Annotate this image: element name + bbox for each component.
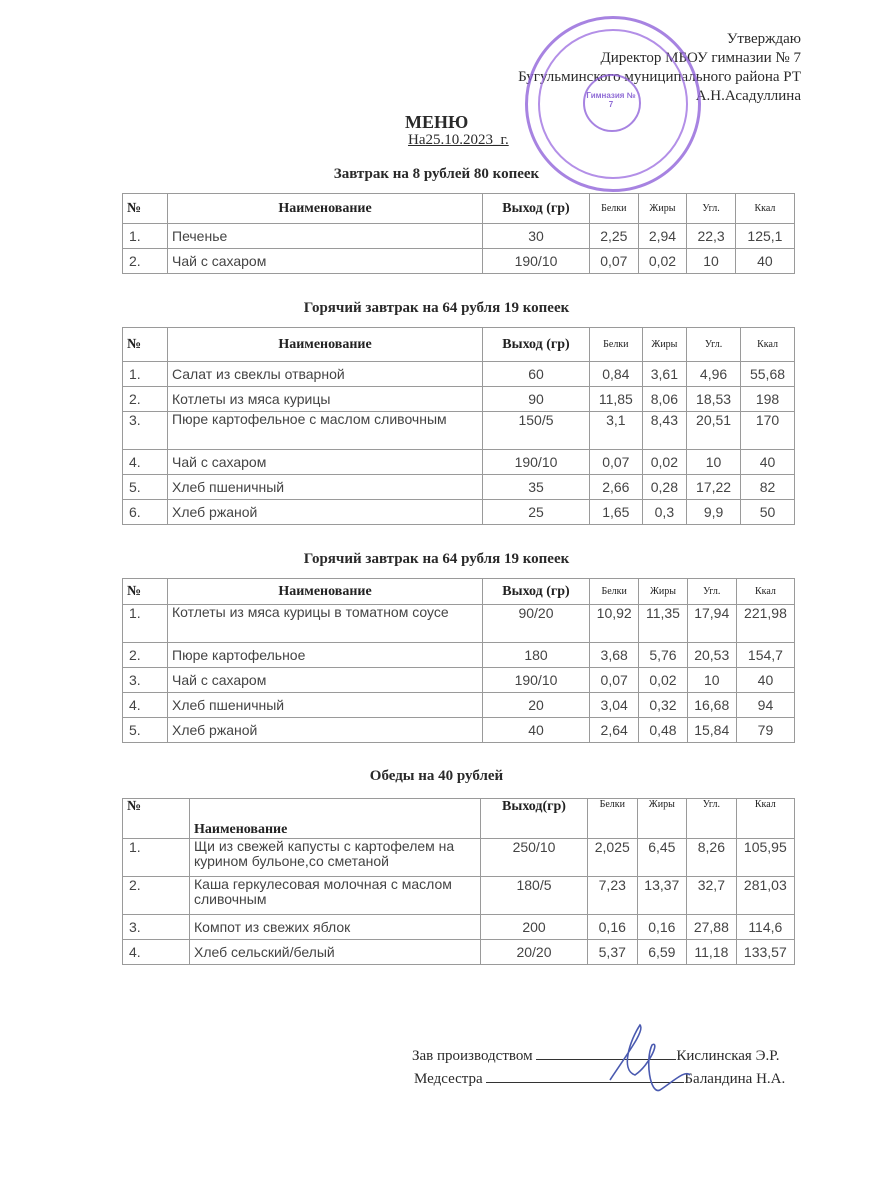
header-name: Наименование bbox=[168, 194, 483, 224]
cell-carbs: 10 bbox=[687, 450, 741, 475]
cell-fat: 3,61 bbox=[642, 362, 686, 387]
header-output: Выход (гр) bbox=[483, 194, 590, 224]
cell-num: 2. bbox=[123, 877, 190, 915]
cell-name: Котлеты из мяса курицы в томатном соусе bbox=[168, 605, 483, 643]
cell-num: 3. bbox=[123, 915, 190, 940]
table-row bbox=[123, 605, 795, 643]
cell-fat: 13,37 bbox=[637, 877, 687, 915]
cell-name: Чай с сахаром bbox=[168, 668, 483, 693]
header-f: Жиры bbox=[639, 579, 687, 605]
header-num: № bbox=[123, 579, 168, 605]
cell-fat: 0,02 bbox=[638, 249, 687, 274]
cell-name: Пюре картофельное с маслом сливочным bbox=[168, 412, 483, 450]
table-row bbox=[123, 475, 795, 500]
table-row bbox=[123, 249, 795, 274]
cell-carbs: 20,53 bbox=[687, 643, 736, 668]
header-c: Угл. bbox=[687, 328, 741, 362]
cell-kcal: 40 bbox=[741, 450, 795, 475]
table-row bbox=[123, 500, 795, 525]
cell-name: Хлеб сельский/белый bbox=[190, 940, 481, 965]
table-row bbox=[123, 387, 795, 412]
cell-protein: 2,25 bbox=[590, 224, 639, 249]
cell-fat: 8,43 bbox=[642, 412, 686, 450]
cell-kcal: 198 bbox=[741, 387, 795, 412]
cell-protein: 0,07 bbox=[590, 668, 639, 693]
menu-table bbox=[122, 193, 795, 274]
cell-kcal: 55,68 bbox=[741, 362, 795, 387]
cell-carbs: 10 bbox=[687, 249, 736, 274]
header-name: Наименование bbox=[168, 579, 483, 605]
cell-name: Компот из свежих яблок bbox=[190, 915, 481, 940]
cell-name: Хлеб пшеничный bbox=[168, 475, 483, 500]
menu-date: На25.10.2023_г. bbox=[408, 132, 509, 148]
cell-name: Хлеб пшеничный bbox=[168, 693, 483, 718]
table-row bbox=[123, 224, 795, 249]
table-header bbox=[123, 579, 795, 605]
cell-name: Хлеб ржаной bbox=[168, 718, 483, 743]
cell-kcal: 170 bbox=[741, 412, 795, 450]
cell-kcal: 221,98 bbox=[736, 605, 794, 643]
approval-line: Бугульминского муниципального района РТ bbox=[518, 69, 801, 85]
section-title: Завтрак на 8 рублей 80 копеек bbox=[333, 166, 540, 182]
cell-kcal: 133,57 bbox=[736, 940, 794, 965]
cell-fat: 6,45 bbox=[637, 839, 687, 877]
cell-name: Чай с сахаром bbox=[168, 450, 483, 475]
signature-name: Кислинская Э.Р. bbox=[676, 1048, 780, 1064]
cell-output: 25 bbox=[483, 500, 590, 525]
cell-protein: 0,16 bbox=[588, 915, 638, 940]
stamp-text: Гимназия № 7 bbox=[586, 91, 636, 109]
cell-protein: 10,92 bbox=[590, 605, 639, 643]
cell-name: Хлеб ржаной bbox=[168, 500, 483, 525]
cell-protein: 2,025 bbox=[588, 839, 638, 877]
table-header bbox=[123, 328, 795, 362]
cell-kcal: 125,1 bbox=[735, 224, 794, 249]
cell-carbs: 9,9 bbox=[687, 500, 741, 525]
header-f: Жиры bbox=[637, 799, 687, 839]
table-header bbox=[123, 799, 795, 839]
cell-protein: 2,64 bbox=[590, 718, 639, 743]
table-row bbox=[123, 450, 795, 475]
cell-kcal: 40 bbox=[735, 249, 794, 274]
header-num: № bbox=[123, 194, 168, 224]
cell-output: 20/20 bbox=[481, 940, 588, 965]
cell-output: 180/5 bbox=[481, 877, 588, 915]
cell-protein: 0,07 bbox=[590, 450, 643, 475]
signature-role: Медсестра bbox=[414, 1071, 483, 1087]
cell-name: Щи из свежей капусты с картофелем на курином бульоне,со сметаной bbox=[190, 839, 481, 877]
cell-carbs: 18,53 bbox=[687, 387, 741, 412]
cell-output: 180 bbox=[483, 643, 590, 668]
header-name: Наименование bbox=[168, 328, 483, 362]
header-output: Выход (гр) bbox=[483, 328, 590, 362]
cell-output: 200 bbox=[481, 915, 588, 940]
header-k: Ккал bbox=[741, 328, 795, 362]
cell-kcal: 154,7 bbox=[736, 643, 794, 668]
header-p: Белки bbox=[590, 328, 643, 362]
header-f: Жиры bbox=[642, 328, 686, 362]
cell-output: 60 bbox=[483, 362, 590, 387]
cell-kcal: 105,95 bbox=[736, 839, 794, 877]
cell-kcal: 50 bbox=[741, 500, 795, 525]
cell-protein: 0,07 bbox=[590, 249, 639, 274]
table-row bbox=[123, 718, 795, 743]
header-c: Угл. bbox=[687, 579, 736, 605]
cell-carbs: 17,22 bbox=[687, 475, 741, 500]
cell-num: 6. bbox=[123, 500, 168, 525]
cell-num: 3. bbox=[123, 668, 168, 693]
header-k: Ккал bbox=[735, 194, 794, 224]
signature-name: Баландина Н.А. bbox=[684, 1071, 786, 1087]
cell-protein: 1,65 bbox=[590, 500, 643, 525]
cell-output: 190/10 bbox=[483, 249, 590, 274]
table-row bbox=[123, 693, 795, 718]
cell-name: Печенье bbox=[168, 224, 483, 249]
cell-kcal: 79 bbox=[736, 718, 794, 743]
cell-protein: 0,84 bbox=[590, 362, 643, 387]
header-num: № bbox=[123, 328, 168, 362]
header-f: Жиры bbox=[638, 194, 687, 224]
cell-fat: 0,3 bbox=[642, 500, 686, 525]
cell-carbs: 32,7 bbox=[687, 877, 737, 915]
cell-num: 2. bbox=[123, 249, 168, 274]
cell-name: Салат из свеклы отварной bbox=[168, 362, 483, 387]
cell-protein: 11,85 bbox=[590, 387, 643, 412]
cell-fat: 2,94 bbox=[638, 224, 687, 249]
section-title: Обеды на 40 рублей bbox=[369, 768, 504, 784]
cell-num: 4. bbox=[123, 940, 190, 965]
header-k: Ккал bbox=[736, 799, 794, 839]
cell-fat: 0,28 bbox=[642, 475, 686, 500]
cell-num: 4. bbox=[123, 450, 168, 475]
cell-carbs: 4,96 bbox=[687, 362, 741, 387]
cell-kcal: 281,03 bbox=[736, 877, 794, 915]
cell-num: 5. bbox=[123, 475, 168, 500]
header-k: Ккал bbox=[736, 579, 794, 605]
cell-name: Котлеты из мяса курицы bbox=[168, 387, 483, 412]
handwritten-signature bbox=[590, 1020, 700, 1100]
cell-carbs: 16,68 bbox=[687, 693, 736, 718]
signature-role: Зав производством bbox=[412, 1048, 533, 1064]
cell-fat: 6,59 bbox=[637, 940, 687, 965]
cell-fat: 0,02 bbox=[642, 450, 686, 475]
page-title: МЕНЮ bbox=[405, 112, 469, 132]
cell-fat: 8,06 bbox=[642, 387, 686, 412]
table-row bbox=[123, 877, 795, 915]
cell-kcal: 82 bbox=[741, 475, 795, 500]
cell-name: Пюре картофельное bbox=[168, 643, 483, 668]
approval-line: Директор МБОУ гимназии № 7 bbox=[600, 50, 801, 66]
cell-carbs: 27,88 bbox=[687, 915, 737, 940]
cell-protein: 2,66 bbox=[590, 475, 643, 500]
header-p: Белки bbox=[590, 194, 639, 224]
cell-carbs: 11,18 bbox=[687, 940, 737, 965]
header-p: Белки bbox=[588, 799, 638, 839]
cell-protein: 3,68 bbox=[590, 643, 639, 668]
cell-kcal: 94 bbox=[736, 693, 794, 718]
cell-carbs: 17,94 bbox=[687, 605, 736, 643]
table-row bbox=[123, 668, 795, 693]
menu-table bbox=[122, 798, 795, 965]
cell-output: 30 bbox=[483, 224, 590, 249]
cell-carbs: 22,3 bbox=[687, 224, 736, 249]
header-name: Наименование bbox=[190, 799, 481, 839]
cell-output: 35 bbox=[483, 475, 590, 500]
cell-name: Чай с сахаром bbox=[168, 249, 483, 274]
cell-fat: 11,35 bbox=[639, 605, 687, 643]
cell-num: 2. bbox=[123, 643, 168, 668]
header-c: Угл. bbox=[687, 799, 737, 839]
cell-num: 1. bbox=[123, 224, 168, 249]
cell-num: 2. bbox=[123, 387, 168, 412]
section-title: Горячий завтрак на 64 рубля 19 копеек bbox=[303, 551, 570, 567]
cell-output: 190/10 bbox=[483, 450, 590, 475]
header-p: Белки bbox=[590, 579, 639, 605]
menu-table bbox=[122, 327, 795, 525]
cell-kcal: 40 bbox=[736, 668, 794, 693]
header-num: № bbox=[123, 799, 190, 839]
header-c: Угл. bbox=[687, 194, 736, 224]
cell-output: 40 bbox=[483, 718, 590, 743]
table-header bbox=[123, 194, 795, 224]
header-output: Выход(гр) bbox=[481, 799, 588, 839]
cell-num: 1. bbox=[123, 362, 168, 387]
cell-protein: 7,23 bbox=[588, 877, 638, 915]
cell-kcal: 114,6 bbox=[736, 915, 794, 940]
cell-fat: 0,32 bbox=[639, 693, 687, 718]
cell-output: 250/10 bbox=[481, 839, 588, 877]
cell-fat: 0,48 bbox=[639, 718, 687, 743]
table-row bbox=[123, 940, 795, 965]
approval-line: А.Н.Асадуллина bbox=[695, 88, 801, 104]
cell-output: 20 bbox=[483, 693, 590, 718]
table-row bbox=[123, 362, 795, 387]
cell-num: 5. bbox=[123, 718, 168, 743]
cell-output: 190/10 bbox=[483, 668, 590, 693]
header-output: Выход (гр) bbox=[483, 579, 590, 605]
section-title: Горячий завтрак на 64 рубля 19 копеек bbox=[303, 300, 570, 316]
cell-carbs: 20,51 bbox=[687, 412, 741, 450]
menu-table bbox=[122, 578, 795, 743]
cell-num: 1. bbox=[123, 605, 168, 643]
cell-carbs: 8,26 bbox=[687, 839, 737, 877]
cell-protein: 5,37 bbox=[588, 940, 638, 965]
cell-protein: 3,1 bbox=[590, 412, 643, 450]
approval-line: Утверждаю bbox=[726, 31, 801, 47]
cell-fat: 5,76 bbox=[639, 643, 687, 668]
table-row bbox=[123, 412, 795, 450]
table-row bbox=[123, 643, 795, 668]
cell-output: 90/20 bbox=[483, 605, 590, 643]
cell-protein: 3,04 bbox=[590, 693, 639, 718]
cell-carbs: 10 bbox=[687, 668, 736, 693]
cell-fat: 0,16 bbox=[637, 915, 687, 940]
cell-carbs: 15,84 bbox=[687, 718, 736, 743]
cell-fat: 0,02 bbox=[639, 668, 687, 693]
cell-output: 90 bbox=[483, 387, 590, 412]
cell-num: 3. bbox=[123, 412, 168, 450]
table-row bbox=[123, 915, 795, 940]
cell-name: Каша геркулесовая молочная с маслом сливочным bbox=[190, 877, 481, 915]
cell-num: 4. bbox=[123, 693, 168, 718]
cell-num: 1. bbox=[123, 839, 190, 877]
table-row bbox=[123, 839, 795, 877]
cell-output: 150/5 bbox=[483, 412, 590, 450]
